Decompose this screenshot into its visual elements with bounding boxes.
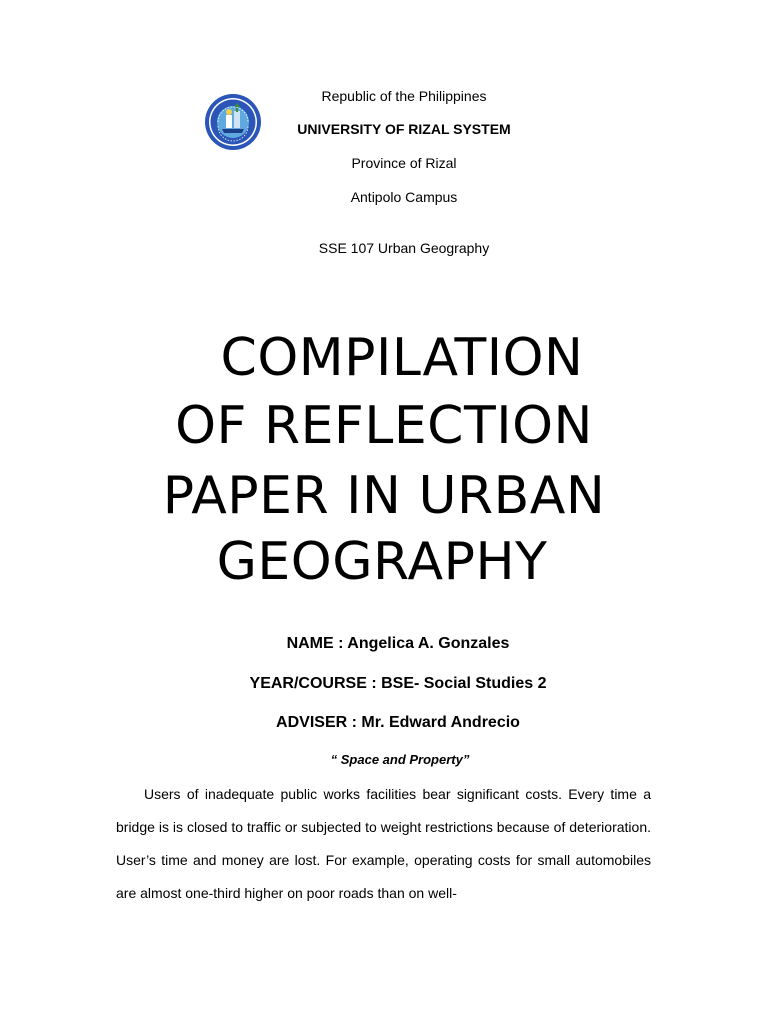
header-university: UNIVERSITY OF RIZAL SYSTEM [297,121,511,137]
year-course: YEAR/COURSE : BSE- Social Studies 2 [249,675,547,692]
body-paragraph: Users of inadequate public works facilities bear significant costs. Every time a bridge is is closed to traffic or subjected to weight restrictions because of deterioration. User’s time and money are lost. For example, operating costs for small automobiles are almost one-third higher on poor roads than on well- [116,786,651,901]
header-country: Republic of the Philippines [321,88,487,104]
title-line-3: PAPER IN URBAN [162,466,606,526]
title-line-4: GEOGRAPHY [216,532,548,592]
title-line-2: OF REFLECTION [175,396,593,456]
student-name: NAME : Angelica A. Gonzales [286,635,510,652]
header-province: Province of Rizal [351,155,457,171]
reflection-title: “ Space and Property” [330,752,470,767]
title-line-1: COMPILATION [220,328,584,388]
header-course: SSE 107 Urban Geography [318,240,490,256]
header-campus: Antipolo Campus [350,189,458,205]
adviser: ADVISER : Mr. Edward Andrecio [276,714,520,731]
